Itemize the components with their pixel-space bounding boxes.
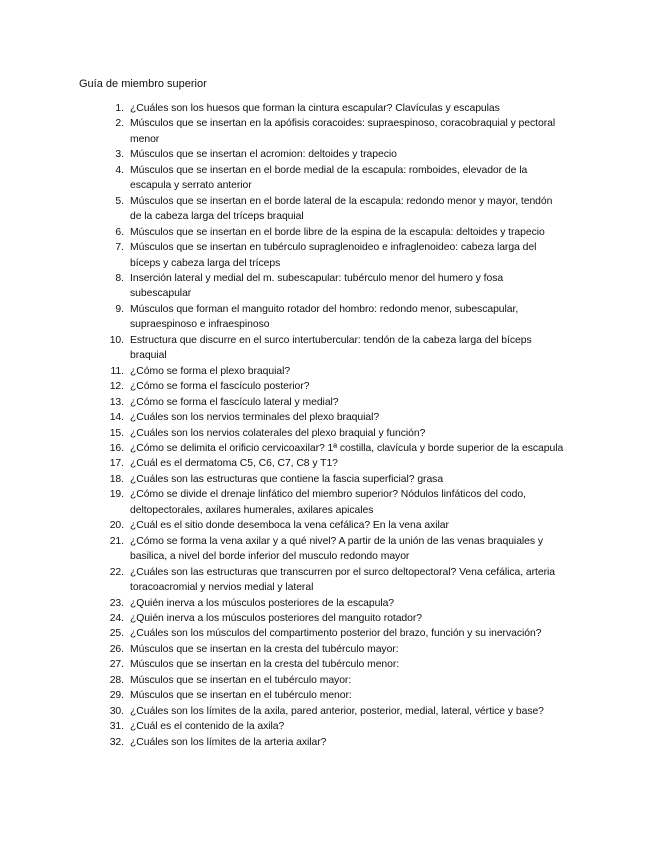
question-item xyxy=(0,673,565,688)
question-text: ¿Quién inerva a los músculos posteriores de la escapula? xyxy=(130,597,395,609)
question-text: Inserción lateral y medial del m. subescapular: tubérculo menor del humero y fosa subescapular xyxy=(130,272,504,300)
question-item xyxy=(0,364,565,379)
question-number: 24. xyxy=(109,612,124,624)
question-number: 9. xyxy=(115,303,124,315)
question-number: 4. xyxy=(115,164,124,176)
question-text: Músculos que se insertan en el borde lateral de la escapula: redondo menor y mayor, tendón de la cabeza larga del tríceps braquial xyxy=(130,195,553,223)
question-item xyxy=(0,225,565,240)
question-item xyxy=(0,565,565,596)
question-item xyxy=(0,116,565,147)
question-text: ¿Cómo se delimita el orificio cervicoaxilar? 1ª costilla, clavícula y borde superior de la escapula xyxy=(130,442,564,454)
question-item xyxy=(0,596,565,611)
question-item xyxy=(0,518,565,533)
question-text: ¿Cómo se forma la vena axilar y a qué nivel? A partir de la unión de las venas braquiales y basilica, a nivel del borde inferior del musculo redondo mayor xyxy=(130,535,544,563)
question-text: ¿Cómo se forma el plexo braquial? xyxy=(130,365,291,377)
question-text: ¿Cuáles son los nervios terminales del plexo braquial? xyxy=(130,412,380,424)
question-number: 26. xyxy=(109,643,124,655)
question-text: Músculos que se insertan en tubérculo supraglenoideo e infraglenoideo: cabeza larga del bíceps y cabeza larga del tríceps xyxy=(130,242,537,269)
question-item xyxy=(0,688,565,703)
question-item xyxy=(0,101,565,116)
question-item xyxy=(0,271,565,302)
question-text: ¿Cuáles son los nervios colaterales del plexo braquial y función? xyxy=(130,427,426,439)
question-text: ¿Cuál es el dermatoma C5, C6, C7, C8 y T1? xyxy=(130,458,338,470)
question-item xyxy=(0,642,565,657)
question-item xyxy=(0,472,565,487)
question-text: ¿Quién inerva a los músculos posteriores del manguito rotador? xyxy=(130,612,423,624)
question-text: Músculos que forman el manguito rotador del hombro: redondo menor, subescapular, supraespinoso e infraespinoso xyxy=(130,303,519,331)
question-text: Músculos que se insertan el acromion: deltoides y trapecio xyxy=(130,149,397,161)
question-text: Músculos que se insertan en la cresta del tubérculo menor: xyxy=(130,659,400,671)
question-number: 13. xyxy=(109,396,124,408)
question-number: 17. xyxy=(109,458,124,470)
question-item xyxy=(0,147,565,162)
question-item xyxy=(0,735,565,750)
question-number: 20. xyxy=(109,520,124,532)
question-number: 10. xyxy=(109,334,124,346)
question-item xyxy=(0,611,565,626)
question-number: 22. xyxy=(109,566,124,578)
question-text: Músculos que se insertan en la apófisis coracoides: supraespinoso, coracobraquial y pectoral menor xyxy=(130,118,556,145)
question-number: 28. xyxy=(109,674,124,686)
question-number: 16. xyxy=(109,442,124,454)
question-number: 8. xyxy=(115,272,124,284)
question-text: ¿Cuáles son los límites de la axila, pared anterior, posterior, medial, lateral, vértice y base? xyxy=(130,705,544,717)
question-item xyxy=(0,704,565,719)
question-number: 15. xyxy=(109,427,124,439)
question-number: 11. xyxy=(110,365,124,377)
question-number: 31. xyxy=(109,721,124,733)
question-item xyxy=(0,719,565,734)
question-text: Músculos que se insertan en el tubérculo menor: xyxy=(130,690,352,702)
question-number: 25. xyxy=(109,628,124,640)
question-list xyxy=(0,101,655,750)
question-number: 2. xyxy=(115,118,124,130)
question-item xyxy=(0,163,565,194)
question-item xyxy=(0,410,565,425)
question-number: 5. xyxy=(115,195,124,207)
question-item xyxy=(0,487,565,518)
question-text: ¿Cómo se divide el drenaje linfático del miembro superior? Nódulos linfáticos del codo, deltopectorales, axilares humerales, axilares apicales xyxy=(130,489,526,516)
question-text: ¿Cuáles son los límites de la arteria axilar? xyxy=(130,736,327,748)
question-text: ¿Cómo se forma el fascículo posterior? xyxy=(130,381,310,393)
question-item xyxy=(0,240,565,271)
question-number: 23. xyxy=(109,597,124,609)
question-number: 32. xyxy=(109,736,124,748)
question-number: 12. xyxy=(109,381,124,393)
question-text: Músculos que se insertan en la cresta del tubérculo mayor: xyxy=(130,643,399,655)
question-text: ¿Cuáles son las estructuras que contiene la fascia superficial? grasa xyxy=(130,473,444,485)
question-text: Estructura que discurre en el surco intertubercular: tendón de la cabeza larga del bíceps braquial xyxy=(130,334,532,362)
question-number: 6. xyxy=(115,226,124,238)
question-text: ¿Cómo se forma el fascículo lateral y medial? xyxy=(130,396,339,408)
question-text: Músculos que se insertan en el tubérculo mayor: xyxy=(130,674,352,686)
question-number: 29. xyxy=(109,690,124,702)
question-item xyxy=(0,626,565,641)
question-item xyxy=(0,194,565,225)
question-item xyxy=(0,302,565,333)
question-item xyxy=(0,657,565,672)
question-number: 19. xyxy=(109,489,124,501)
question-text: Músculos que se insertan en el borde medial de la escapula: romboides, elevador de la escapula y serrato anterior xyxy=(130,164,528,192)
question-number: 7. xyxy=(115,242,124,254)
question-number: 1. xyxy=(115,103,124,114)
question-text: ¿Cuáles son las estructuras que transcurren por el surco deltopectoral? Vena cefálica, arteria toracoacromial y nervios medial y lateral xyxy=(130,566,556,594)
question-item xyxy=(0,441,565,456)
question-text: Músculos que se insertan en el borde libre de la espina de la escapula: deltoides y trapecio xyxy=(130,226,545,238)
question-text: ¿Cuáles son los músculos del compartimento posterior del brazo, función y su inervación? xyxy=(130,628,542,640)
question-number: 18. xyxy=(109,473,124,485)
question-number: 14. xyxy=(109,412,124,424)
question-number: 30. xyxy=(109,705,124,717)
document-title: Guía de miembro superior xyxy=(79,78,207,90)
question-number: 27. xyxy=(109,659,124,671)
question-item xyxy=(0,426,565,441)
question-text: ¿Cuáles son los huesos que forman la cintura escapular? Clavículas y escapulas xyxy=(130,103,500,114)
question-text: ¿Cuál es el sitio donde desemboca la vena cefálica? En la vena axilar xyxy=(130,520,449,532)
question-item xyxy=(0,395,565,410)
question-text: ¿Cuál es el contenido de la axila? xyxy=(130,721,285,733)
question-item xyxy=(0,534,565,565)
question-number: 3. xyxy=(115,149,124,161)
question-number: 21. xyxy=(109,535,124,547)
question-item xyxy=(0,456,565,471)
question-item xyxy=(0,333,565,364)
question-item xyxy=(0,379,565,394)
